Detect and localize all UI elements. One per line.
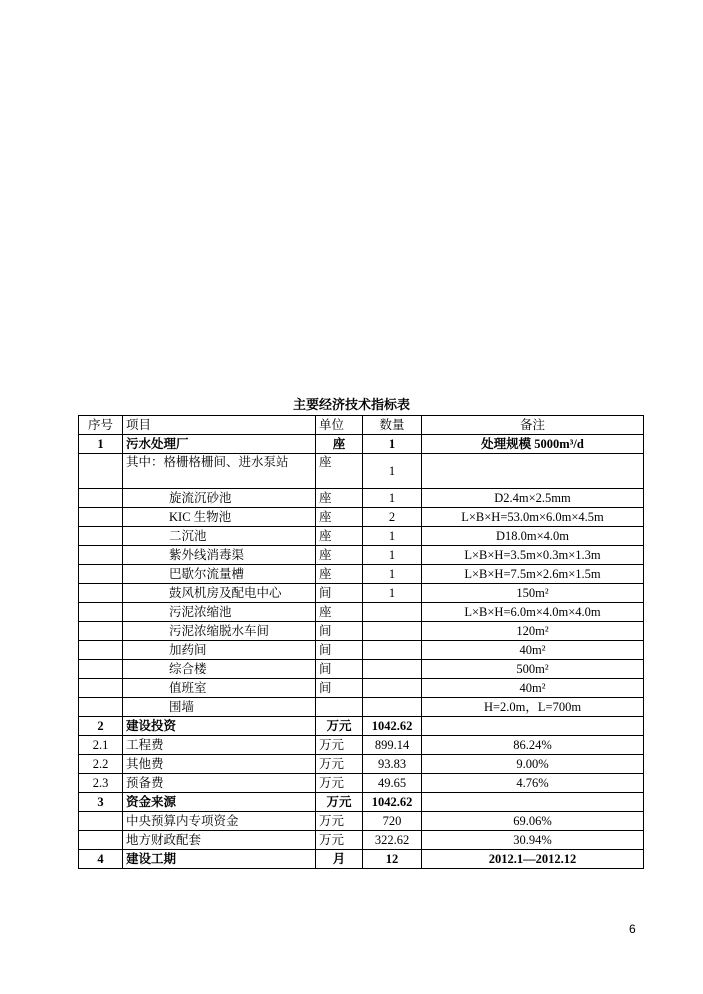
row-item-cell: 值班室	[123, 679, 316, 698]
row-item-cell: 污水处理厂	[123, 435, 316, 454]
table-row	[79, 489, 644, 508]
row-unit-cell: 月	[316, 850, 363, 869]
row-unit-cell: 座	[316, 546, 363, 565]
row-unit-cell: 间	[316, 679, 363, 698]
row-qty-cell: 1	[363, 527, 422, 546]
table-row	[79, 508, 644, 527]
table-row	[79, 717, 644, 736]
table-row	[79, 454, 644, 489]
row-unit-cell: 万元	[316, 774, 363, 793]
row-no-cell	[79, 565, 123, 584]
row-no-cell: 2.2	[79, 755, 123, 774]
row-no-cell: 2	[79, 717, 123, 736]
row-item-cell: KIC 生物池	[123, 508, 316, 527]
row-no-cell	[79, 489, 123, 508]
table-row	[79, 565, 644, 584]
row-no-cell	[79, 679, 123, 698]
page-number: 6	[629, 922, 636, 936]
table-row	[79, 679, 644, 698]
row-qty-cell	[363, 603, 422, 622]
row-qty-cell: 720	[363, 812, 422, 831]
row-no-cell	[79, 508, 123, 527]
row-item-cell: 工程费	[123, 736, 316, 755]
row-note-cell: 40m²	[422, 679, 644, 698]
row-note-cell: 9.00%	[422, 755, 644, 774]
row-note-cell: 4.76%	[422, 774, 644, 793]
row-item-cell: 地方财政配套	[123, 831, 316, 850]
row-note-cell: 86.24%	[422, 736, 644, 755]
row-qty-cell: 322.62	[363, 831, 422, 850]
row-no-cell	[79, 584, 123, 603]
table-row	[79, 755, 644, 774]
row-unit-cell: 座	[316, 527, 363, 546]
table-row	[79, 736, 644, 755]
row-unit-cell: 座	[316, 603, 363, 622]
economic-indicators-table	[78, 415, 644, 869]
row-qty-cell: 899.14	[363, 736, 422, 755]
row-unit-cell: 间	[316, 584, 363, 603]
row-qty-cell: 1042.62	[363, 793, 422, 812]
row-qty-cell: 1	[363, 489, 422, 508]
row-item-cell: 综合楼	[123, 660, 316, 679]
row-no-cell: 4	[79, 850, 123, 869]
table-row	[79, 850, 644, 869]
row-note-cell	[422, 454, 644, 489]
row-qty-cell: 93.83	[363, 755, 422, 774]
row-item-cell: 巴歇尔流量槽	[123, 565, 316, 584]
row-note-cell: 69.06%	[422, 812, 644, 831]
row-item-cell: 污泥浓缩脱水车间	[123, 622, 316, 641]
table-row	[79, 812, 644, 831]
row-note-cell: 120m²	[422, 622, 644, 641]
row-unit-cell: 座	[316, 454, 363, 489]
row-unit-cell: 座	[316, 489, 363, 508]
row-note-cell: D2.4m×2.5mm	[422, 489, 644, 508]
row-qty-cell: 12	[363, 850, 422, 869]
row-no-cell	[79, 527, 123, 546]
row-item-cell: 建设投资	[123, 717, 316, 736]
table-row	[79, 698, 644, 717]
row-qty-cell: 1	[363, 584, 422, 603]
header-item: 项目	[123, 416, 316, 435]
row-item-cell: 预备费	[123, 774, 316, 793]
row-qty-cell	[363, 641, 422, 660]
row-unit-cell: 万元	[316, 831, 363, 850]
row-no-cell: 2.1	[79, 736, 123, 755]
row-note-cell	[422, 717, 644, 736]
row-no-cell	[79, 812, 123, 831]
header-qty: 数量	[363, 416, 422, 435]
row-item-cell: 加药间	[123, 641, 316, 660]
row-note-cell: L×B×H=3.5m×0.3m×1.3m	[422, 546, 644, 565]
row-note-cell: 40m²	[422, 641, 644, 660]
row-no-cell	[79, 698, 123, 717]
table-row	[79, 584, 644, 603]
row-unit-cell: 座	[316, 565, 363, 584]
row-note-cell: 30.94%	[422, 831, 644, 850]
row-unit-cell: 间	[316, 641, 363, 660]
row-qty-cell: 1	[363, 435, 422, 454]
table-row	[79, 641, 644, 660]
row-unit-cell: 万元	[316, 717, 363, 736]
row-note-cell: L×B×H=6.0m×4.0m×4.0m	[422, 603, 644, 622]
row-unit-cell: 万元	[316, 793, 363, 812]
row-no-cell	[79, 641, 123, 660]
row-item-cell: 旋流沉砂池	[123, 489, 316, 508]
table-row	[79, 831, 644, 850]
row-no-cell	[79, 546, 123, 565]
row-qty-cell: 1042.62	[363, 717, 422, 736]
header-unit: 单位	[316, 416, 363, 435]
row-unit-cell: 万元	[316, 755, 363, 774]
row-note-cell: 500m²	[422, 660, 644, 679]
row-no-cell: 3	[79, 793, 123, 812]
row-qty-cell: 1	[363, 454, 422, 489]
row-no-cell	[79, 603, 123, 622]
row-unit-cell	[316, 698, 363, 717]
row-qty-cell: 2	[363, 508, 422, 527]
row-qty-cell	[363, 660, 422, 679]
row-no-cell	[79, 831, 123, 850]
row-item-cell: 鼓风机房及配电中心	[123, 584, 316, 603]
row-note-cell: 处理规模 5000m³/d	[422, 435, 644, 454]
row-qty-cell	[363, 698, 422, 717]
row-item-cell: 建设工期	[123, 850, 316, 869]
row-item-cell: 围墙	[123, 698, 316, 717]
row-note-cell: L×B×H=7.5m×2.6m×1.5m	[422, 565, 644, 584]
row-note-cell: 150m²	[422, 584, 644, 603]
row-unit-cell: 间	[316, 660, 363, 679]
row-note-cell: L×B×H=53.0m×6.0m×4.5m	[422, 508, 644, 527]
row-unit-cell: 间	[316, 622, 363, 641]
table-title: 主要经济技术指标表	[292, 397, 410, 412]
row-item-cell: 中央预算内专项资金	[123, 812, 316, 831]
row-item-cell: 其中：格栅格栅间、进水泵站	[123, 454, 316, 489]
table-row	[79, 660, 644, 679]
row-qty-cell: 49.65	[363, 774, 422, 793]
header-note: 备注	[422, 416, 644, 435]
row-item-cell: 二沉池	[123, 527, 316, 546]
row-item-cell: 资金来源	[123, 793, 316, 812]
table-row	[79, 527, 644, 546]
row-qty-cell: 1	[363, 546, 422, 565]
table-row	[79, 546, 644, 565]
row-item-cell: 其他费	[123, 755, 316, 774]
row-unit-cell: 万元	[316, 812, 363, 831]
row-no-cell: 2.3	[79, 774, 123, 793]
row-note-cell	[422, 793, 644, 812]
table-row	[79, 793, 644, 812]
row-unit-cell: 座	[316, 435, 363, 454]
table-header-row	[79, 416, 644, 435]
row-note-cell: D18.0m×4.0m	[422, 527, 644, 546]
header-no: 序号	[79, 416, 123, 435]
row-note-cell: H=2.0m，L=700m	[422, 698, 644, 717]
row-note-cell: 2012.1—2012.12	[422, 850, 644, 869]
row-qty-cell: 1	[363, 565, 422, 584]
row-unit-cell: 万元	[316, 736, 363, 755]
row-qty-cell	[363, 679, 422, 698]
row-no-cell	[79, 622, 123, 641]
row-item-cell: 污泥浓缩池	[123, 603, 316, 622]
table-row	[79, 622, 644, 641]
row-no-cell	[79, 660, 123, 679]
row-qty-cell	[363, 622, 422, 641]
table-row	[79, 774, 644, 793]
table-row	[79, 603, 644, 622]
row-unit-cell: 座	[316, 508, 363, 527]
row-no-cell: 1	[79, 435, 123, 454]
row-no-cell	[79, 454, 123, 489]
row-item-cell: 紫外线消毒渠	[123, 546, 316, 565]
table-row	[79, 435, 644, 454]
